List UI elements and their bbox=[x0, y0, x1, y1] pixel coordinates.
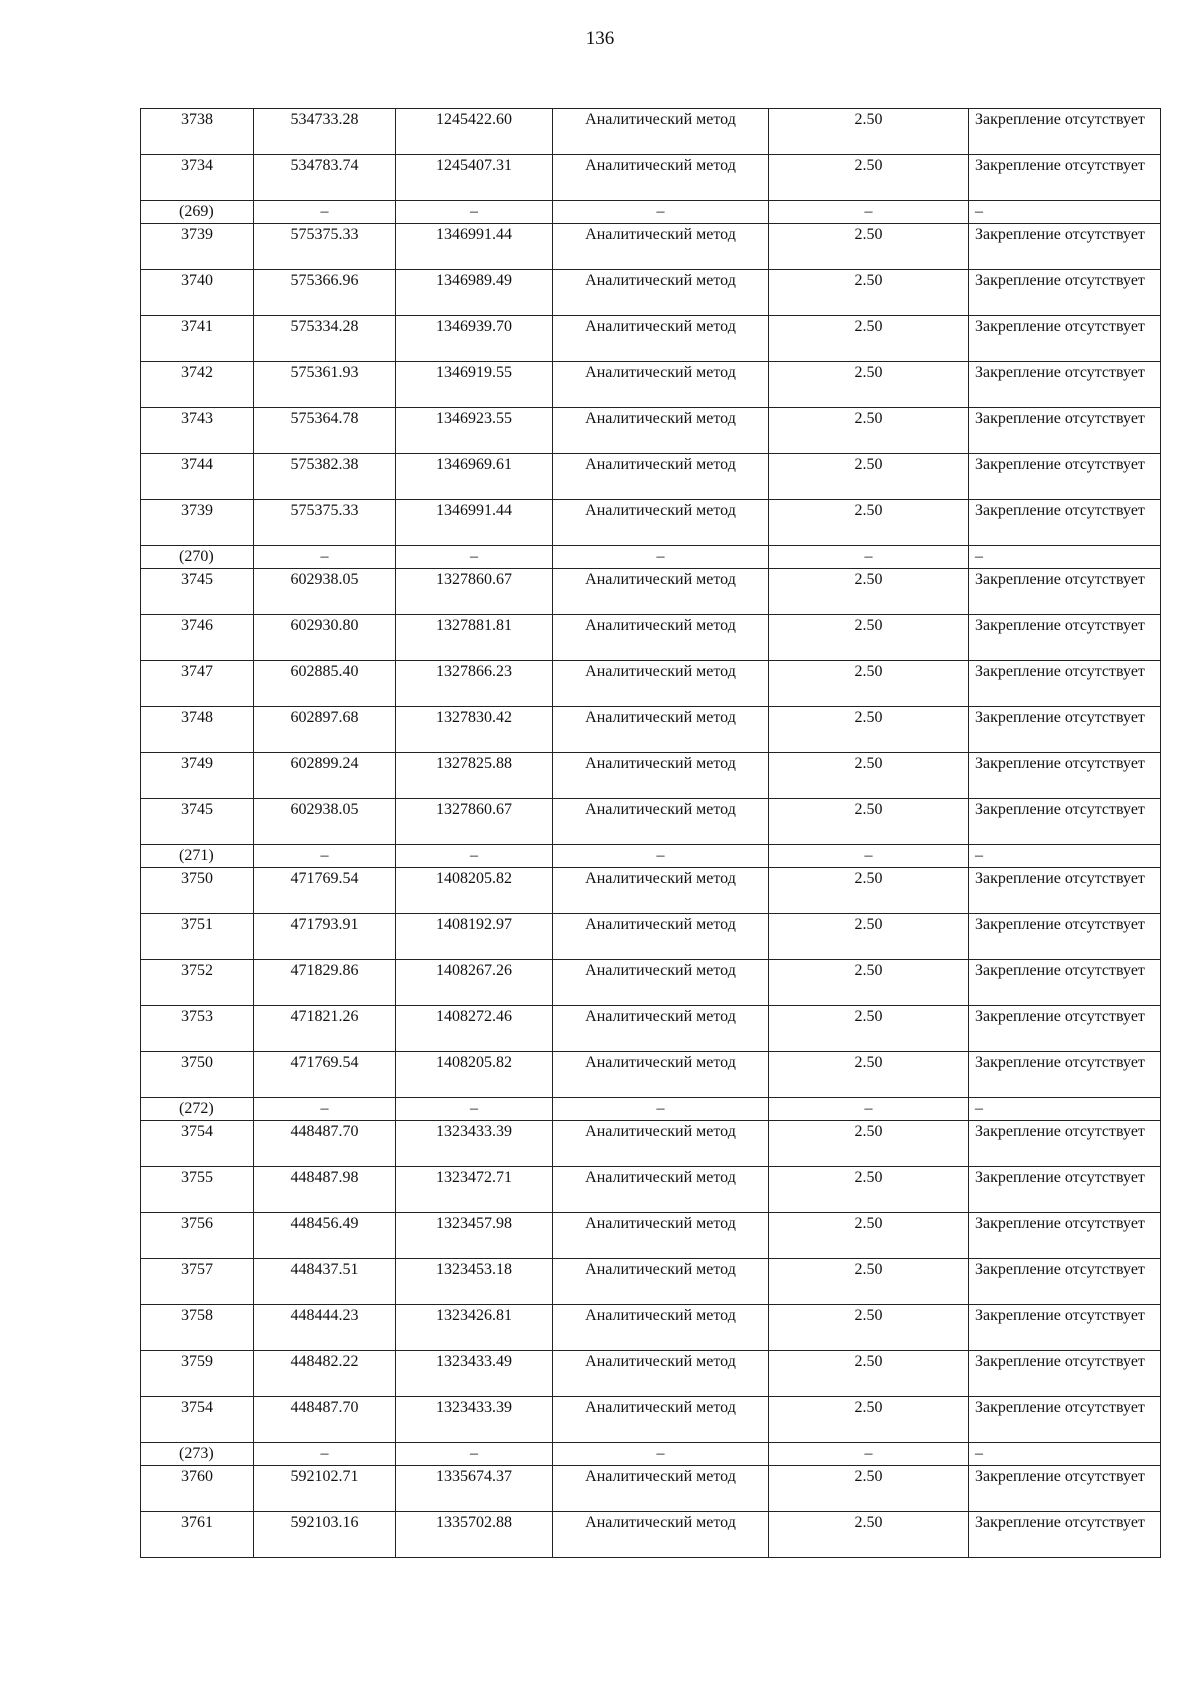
point-number-cell: 3753 bbox=[141, 1006, 254, 1052]
point-number-cell: 3748 bbox=[141, 707, 254, 753]
method-cell: Аналитический метод bbox=[553, 408, 769, 454]
dash-cell: – bbox=[769, 1443, 969, 1466]
page-number: 136 bbox=[585, 28, 615, 49]
y-coordinate-cell: 1346991.44 bbox=[396, 224, 553, 270]
dash-cell: – bbox=[769, 201, 969, 224]
dash-cell: – bbox=[254, 201, 396, 224]
method-cell: Аналитический метод bbox=[553, 661, 769, 707]
dash-cell: – bbox=[396, 845, 553, 868]
table-row bbox=[141, 1351, 1161, 1397]
method-cell: Аналитический метод bbox=[553, 615, 769, 661]
dash-cell: – bbox=[553, 546, 769, 569]
method-cell: Аналитический метод bbox=[553, 224, 769, 270]
y-coordinate-cell: 1323472.71 bbox=[396, 1167, 553, 1213]
x-coordinate-cell: 448487.98 bbox=[254, 1167, 396, 1213]
x-coordinate-cell: 602938.05 bbox=[254, 799, 396, 845]
coordinates-table-body bbox=[141, 109, 1161, 1558]
contour-label-cell: (270) bbox=[141, 546, 254, 569]
dash-cell: – bbox=[254, 1443, 396, 1466]
x-coordinate-cell: 471769.54 bbox=[254, 1052, 396, 1098]
contour-label-cell: (271) bbox=[141, 845, 254, 868]
x-coordinate-cell: 575375.33 bbox=[254, 224, 396, 270]
x-coordinate-cell: 575334.28 bbox=[254, 316, 396, 362]
dash-cell: – bbox=[969, 845, 1161, 868]
x-coordinate-cell: 602938.05 bbox=[254, 569, 396, 615]
dash-cell: – bbox=[553, 201, 769, 224]
table-row bbox=[141, 500, 1161, 546]
point-number-cell: 3740 bbox=[141, 270, 254, 316]
x-coordinate-cell: 602899.24 bbox=[254, 753, 396, 799]
table-row bbox=[141, 316, 1161, 362]
table-row bbox=[141, 362, 1161, 408]
y-coordinate-cell: 1346939.70 bbox=[396, 316, 553, 362]
error-cell: 2.50 bbox=[769, 1512, 969, 1558]
method-cell: Аналитический метод bbox=[553, 155, 769, 201]
error-cell: 2.50 bbox=[769, 454, 969, 500]
table-row bbox=[141, 155, 1161, 201]
fixing-cell: Закрепление отсутствует bbox=[969, 1259, 1161, 1305]
point-number-cell: 3746 bbox=[141, 615, 254, 661]
error-cell: 2.50 bbox=[769, 1052, 969, 1098]
y-coordinate-cell: 1346991.44 bbox=[396, 500, 553, 546]
method-cell: Аналитический метод bbox=[553, 1466, 769, 1512]
table-row bbox=[141, 868, 1161, 914]
error-cell: 2.50 bbox=[769, 362, 969, 408]
point-number-cell: 3755 bbox=[141, 1167, 254, 1213]
fixing-cell: Закрепление отсутствует bbox=[969, 1397, 1161, 1443]
point-number-cell: 3747 bbox=[141, 661, 254, 707]
x-coordinate-cell: 602897.68 bbox=[254, 707, 396, 753]
table-row bbox=[141, 799, 1161, 845]
point-number-cell: 3744 bbox=[141, 454, 254, 500]
fixing-cell: Закрепление отсутствует bbox=[969, 109, 1161, 155]
fixing-cell: Закрепление отсутствует bbox=[969, 1351, 1161, 1397]
dash-cell: – bbox=[969, 201, 1161, 224]
x-coordinate-cell: 534783.74 bbox=[254, 155, 396, 201]
dash-cell: – bbox=[396, 201, 553, 224]
y-coordinate-cell: 1408205.82 bbox=[396, 868, 553, 914]
table-row bbox=[141, 109, 1161, 155]
dash-cell: – bbox=[254, 845, 396, 868]
error-cell: 2.50 bbox=[769, 799, 969, 845]
fixing-cell: Закрепление отсутствует bbox=[969, 799, 1161, 845]
point-number-cell: 3758 bbox=[141, 1305, 254, 1351]
method-cell: Аналитический метод bbox=[553, 1052, 769, 1098]
error-cell: 2.50 bbox=[769, 270, 969, 316]
dash-cell: – bbox=[553, 1098, 769, 1121]
y-coordinate-cell: 1408272.46 bbox=[396, 1006, 553, 1052]
dash-cell: – bbox=[969, 1443, 1161, 1466]
dash-cell: – bbox=[396, 1443, 553, 1466]
error-cell: 2.50 bbox=[769, 1466, 969, 1512]
table-row bbox=[141, 615, 1161, 661]
table-row bbox=[141, 454, 1161, 500]
contour-separator-row bbox=[141, 1443, 1161, 1466]
y-coordinate-cell: 1245422.60 bbox=[396, 109, 553, 155]
method-cell: Аналитический метод bbox=[553, 1351, 769, 1397]
x-coordinate-cell: 592103.16 bbox=[254, 1512, 396, 1558]
y-coordinate-cell: 1346923.55 bbox=[396, 408, 553, 454]
fixing-cell: Закрепление отсутствует bbox=[969, 753, 1161, 799]
x-coordinate-cell: 448456.49 bbox=[254, 1213, 396, 1259]
table-row bbox=[141, 1052, 1161, 1098]
error-cell: 2.50 bbox=[769, 1397, 969, 1443]
table-row bbox=[141, 1397, 1161, 1443]
fixing-cell: Закрепление отсутствует bbox=[969, 224, 1161, 270]
error-cell: 2.50 bbox=[769, 408, 969, 454]
table-row bbox=[141, 753, 1161, 799]
error-cell: 2.50 bbox=[769, 707, 969, 753]
error-cell: 2.50 bbox=[769, 1167, 969, 1213]
method-cell: Аналитический метод bbox=[553, 500, 769, 546]
point-number-cell: 3761 bbox=[141, 1512, 254, 1558]
dash-cell: – bbox=[254, 1098, 396, 1121]
dash-cell: – bbox=[769, 1098, 969, 1121]
table-row bbox=[141, 914, 1161, 960]
y-coordinate-cell: 1323433.39 bbox=[396, 1397, 553, 1443]
dash-cell: – bbox=[969, 1098, 1161, 1121]
fixing-cell: Закрепление отсутствует bbox=[969, 500, 1161, 546]
table-row bbox=[141, 1006, 1161, 1052]
fixing-cell: Закрепление отсутствует bbox=[969, 408, 1161, 454]
contour-label-cell: (269) bbox=[141, 201, 254, 224]
y-coordinate-cell: 1408267.26 bbox=[396, 960, 553, 1006]
contour-separator-row bbox=[141, 201, 1161, 224]
error-cell: 2.50 bbox=[769, 914, 969, 960]
fixing-cell: Закрепление отсутствует bbox=[969, 316, 1161, 362]
fixing-cell: Закрепление отсутствует bbox=[969, 1006, 1161, 1052]
fixing-cell: Закрепление отсутствует bbox=[969, 1052, 1161, 1098]
dash-cell: – bbox=[396, 1098, 553, 1121]
fixing-cell: Закрепление отсутствует bbox=[969, 661, 1161, 707]
method-cell: Аналитический метод bbox=[553, 753, 769, 799]
contour-label-cell: (273) bbox=[141, 1443, 254, 1466]
y-coordinate-cell: 1327860.67 bbox=[396, 799, 553, 845]
x-coordinate-cell: 575382.38 bbox=[254, 454, 396, 500]
method-cell: Аналитический метод bbox=[553, 1213, 769, 1259]
point-number-cell: 3745 bbox=[141, 799, 254, 845]
y-coordinate-cell: 1323426.81 bbox=[396, 1305, 553, 1351]
point-number-cell: 3757 bbox=[141, 1259, 254, 1305]
point-number-cell: 3745 bbox=[141, 569, 254, 615]
x-coordinate-cell: 575375.33 bbox=[254, 500, 396, 546]
table-row bbox=[141, 1305, 1161, 1351]
point-number-cell: 3739 bbox=[141, 224, 254, 270]
error-cell: 2.50 bbox=[769, 316, 969, 362]
error-cell: 2.50 bbox=[769, 109, 969, 155]
point-number-cell: 3756 bbox=[141, 1213, 254, 1259]
point-number-cell: 3759 bbox=[141, 1351, 254, 1397]
x-coordinate-cell: 592102.71 bbox=[254, 1466, 396, 1512]
method-cell: Аналитический метод bbox=[553, 270, 769, 316]
y-coordinate-cell: 1327830.42 bbox=[396, 707, 553, 753]
error-cell: 2.50 bbox=[769, 615, 969, 661]
method-cell: Аналитический метод bbox=[553, 109, 769, 155]
error-cell: 2.50 bbox=[769, 1305, 969, 1351]
y-coordinate-cell: 1327881.81 bbox=[396, 615, 553, 661]
contour-separator-row bbox=[141, 1098, 1161, 1121]
fixing-cell: Закрепление отсутствует bbox=[969, 270, 1161, 316]
method-cell: Аналитический метод bbox=[553, 868, 769, 914]
point-number-cell: 3749 bbox=[141, 753, 254, 799]
y-coordinate-cell: 1327860.67 bbox=[396, 569, 553, 615]
fixing-cell: Закрепление отсутствует bbox=[969, 914, 1161, 960]
method-cell: Аналитический метод bbox=[553, 1259, 769, 1305]
x-coordinate-cell: 534733.28 bbox=[254, 109, 396, 155]
error-cell: 2.50 bbox=[769, 661, 969, 707]
y-coordinate-cell: 1323433.49 bbox=[396, 1351, 553, 1397]
point-number-cell: 3751 bbox=[141, 914, 254, 960]
method-cell: Аналитический метод bbox=[553, 1167, 769, 1213]
dash-cell: – bbox=[769, 845, 969, 868]
x-coordinate-cell: 471793.91 bbox=[254, 914, 396, 960]
error-cell: 2.50 bbox=[769, 569, 969, 615]
table-row bbox=[141, 1466, 1161, 1512]
x-coordinate-cell: 448437.51 bbox=[254, 1259, 396, 1305]
x-coordinate-cell: 448482.22 bbox=[254, 1351, 396, 1397]
fixing-cell: Закрепление отсутствует bbox=[969, 1213, 1161, 1259]
point-number-cell: 3750 bbox=[141, 1052, 254, 1098]
x-coordinate-cell: 448444.23 bbox=[254, 1305, 396, 1351]
y-coordinate-cell: 1346919.55 bbox=[396, 362, 553, 408]
x-coordinate-cell: 471821.26 bbox=[254, 1006, 396, 1052]
y-coordinate-cell: 1323433.39 bbox=[396, 1121, 553, 1167]
x-coordinate-cell: 602885.40 bbox=[254, 661, 396, 707]
method-cell: Аналитический метод bbox=[553, 1121, 769, 1167]
dash-cell: – bbox=[254, 546, 396, 569]
method-cell: Аналитический метод bbox=[553, 799, 769, 845]
point-number-cell: 3741 bbox=[141, 316, 254, 362]
table-row bbox=[141, 707, 1161, 753]
method-cell: Аналитический метод bbox=[553, 316, 769, 362]
table-row bbox=[141, 1512, 1161, 1558]
contour-label-cell: (272) bbox=[141, 1098, 254, 1121]
point-number-cell: 3750 bbox=[141, 868, 254, 914]
table-row bbox=[141, 408, 1161, 454]
fixing-cell: Закрепление отсутствует bbox=[969, 155, 1161, 201]
table-row bbox=[141, 569, 1161, 615]
x-coordinate-cell: 448487.70 bbox=[254, 1397, 396, 1443]
error-cell: 2.50 bbox=[769, 1213, 969, 1259]
error-cell: 2.50 bbox=[769, 753, 969, 799]
error-cell: 2.50 bbox=[769, 155, 969, 201]
error-cell: 2.50 bbox=[769, 500, 969, 546]
x-coordinate-cell: 575361.93 bbox=[254, 362, 396, 408]
x-coordinate-cell: 602930.80 bbox=[254, 615, 396, 661]
table-row bbox=[141, 224, 1161, 270]
fixing-cell: Закрепление отсутствует bbox=[969, 1121, 1161, 1167]
point-number-cell: 3739 bbox=[141, 500, 254, 546]
method-cell: Аналитический метод bbox=[553, 707, 769, 753]
method-cell: Аналитический метод bbox=[553, 454, 769, 500]
error-cell: 2.50 bbox=[769, 1259, 969, 1305]
dash-cell: – bbox=[553, 845, 769, 868]
error-cell: 2.50 bbox=[769, 224, 969, 270]
fixing-cell: Закрепление отсутствует bbox=[969, 615, 1161, 661]
dash-cell: – bbox=[396, 546, 553, 569]
point-number-cell: 3742 bbox=[141, 362, 254, 408]
fixing-cell: Закрепление отсутствует bbox=[969, 1305, 1161, 1351]
y-coordinate-cell: 1335702.88 bbox=[396, 1512, 553, 1558]
fixing-cell: Закрепление отсутствует bbox=[969, 868, 1161, 914]
fixing-cell: Закрепление отсутствует bbox=[969, 454, 1161, 500]
point-number-cell: 3738 bbox=[141, 109, 254, 155]
table-row bbox=[141, 1167, 1161, 1213]
y-coordinate-cell: 1346969.61 bbox=[396, 454, 553, 500]
table-row bbox=[141, 1213, 1161, 1259]
y-coordinate-cell: 1323453.18 bbox=[396, 1259, 553, 1305]
fixing-cell: Закрепление отсутствует bbox=[969, 1167, 1161, 1213]
contour-separator-row bbox=[141, 845, 1161, 868]
table-row bbox=[141, 270, 1161, 316]
dash-cell: – bbox=[969, 546, 1161, 569]
dash-cell: – bbox=[769, 546, 969, 569]
method-cell: Аналитический метод bbox=[553, 1512, 769, 1558]
method-cell: Аналитический метод bbox=[553, 1305, 769, 1351]
error-cell: 2.50 bbox=[769, 1351, 969, 1397]
fixing-cell: Закрепление отсутствует bbox=[969, 707, 1161, 753]
point-number-cell: 3754 bbox=[141, 1397, 254, 1443]
y-coordinate-cell: 1323457.98 bbox=[396, 1213, 553, 1259]
method-cell: Аналитический метод bbox=[553, 1397, 769, 1443]
error-cell: 2.50 bbox=[769, 1121, 969, 1167]
y-coordinate-cell: 1327825.88 bbox=[396, 753, 553, 799]
y-coordinate-cell: 1346989.49 bbox=[396, 270, 553, 316]
fixing-cell: Закрепление отсутствует bbox=[969, 1512, 1161, 1558]
method-cell: Аналитический метод bbox=[553, 362, 769, 408]
y-coordinate-cell: 1335674.37 bbox=[396, 1466, 553, 1512]
table-row bbox=[141, 960, 1161, 1006]
error-cell: 2.50 bbox=[769, 960, 969, 1006]
error-cell: 2.50 bbox=[769, 868, 969, 914]
dash-cell: – bbox=[553, 1443, 769, 1466]
fixing-cell: Закрепление отсутствует bbox=[969, 569, 1161, 615]
coordinates-table bbox=[140, 108, 1161, 1558]
fixing-cell: Закрепление отсутствует bbox=[969, 362, 1161, 408]
point-number-cell: 3743 bbox=[141, 408, 254, 454]
table-row bbox=[141, 1121, 1161, 1167]
x-coordinate-cell: 448487.70 bbox=[254, 1121, 396, 1167]
table-row bbox=[141, 1259, 1161, 1305]
point-number-cell: 3752 bbox=[141, 960, 254, 1006]
y-coordinate-cell: 1327866.23 bbox=[396, 661, 553, 707]
point-number-cell: 3734 bbox=[141, 155, 254, 201]
x-coordinate-cell: 575366.96 bbox=[254, 270, 396, 316]
y-coordinate-cell: 1408192.97 bbox=[396, 914, 553, 960]
x-coordinate-cell: 575364.78 bbox=[254, 408, 396, 454]
point-number-cell: 3754 bbox=[141, 1121, 254, 1167]
x-coordinate-cell: 471769.54 bbox=[254, 868, 396, 914]
y-coordinate-cell: 1408205.82 bbox=[396, 1052, 553, 1098]
error-cell: 2.50 bbox=[769, 1006, 969, 1052]
method-cell: Аналитический метод bbox=[553, 569, 769, 615]
contour-separator-row bbox=[141, 546, 1161, 569]
method-cell: Аналитический метод bbox=[553, 1006, 769, 1052]
point-number-cell: 3760 bbox=[141, 1466, 254, 1512]
table-row bbox=[141, 661, 1161, 707]
x-coordinate-cell: 471829.86 bbox=[254, 960, 396, 1006]
y-coordinate-cell: 1245407.31 bbox=[396, 155, 553, 201]
fixing-cell: Закрепление отсутствует bbox=[969, 960, 1161, 1006]
method-cell: Аналитический метод bbox=[553, 960, 769, 1006]
fixing-cell: Закрепление отсутствует bbox=[969, 1466, 1161, 1512]
method-cell: Аналитический метод bbox=[553, 914, 769, 960]
